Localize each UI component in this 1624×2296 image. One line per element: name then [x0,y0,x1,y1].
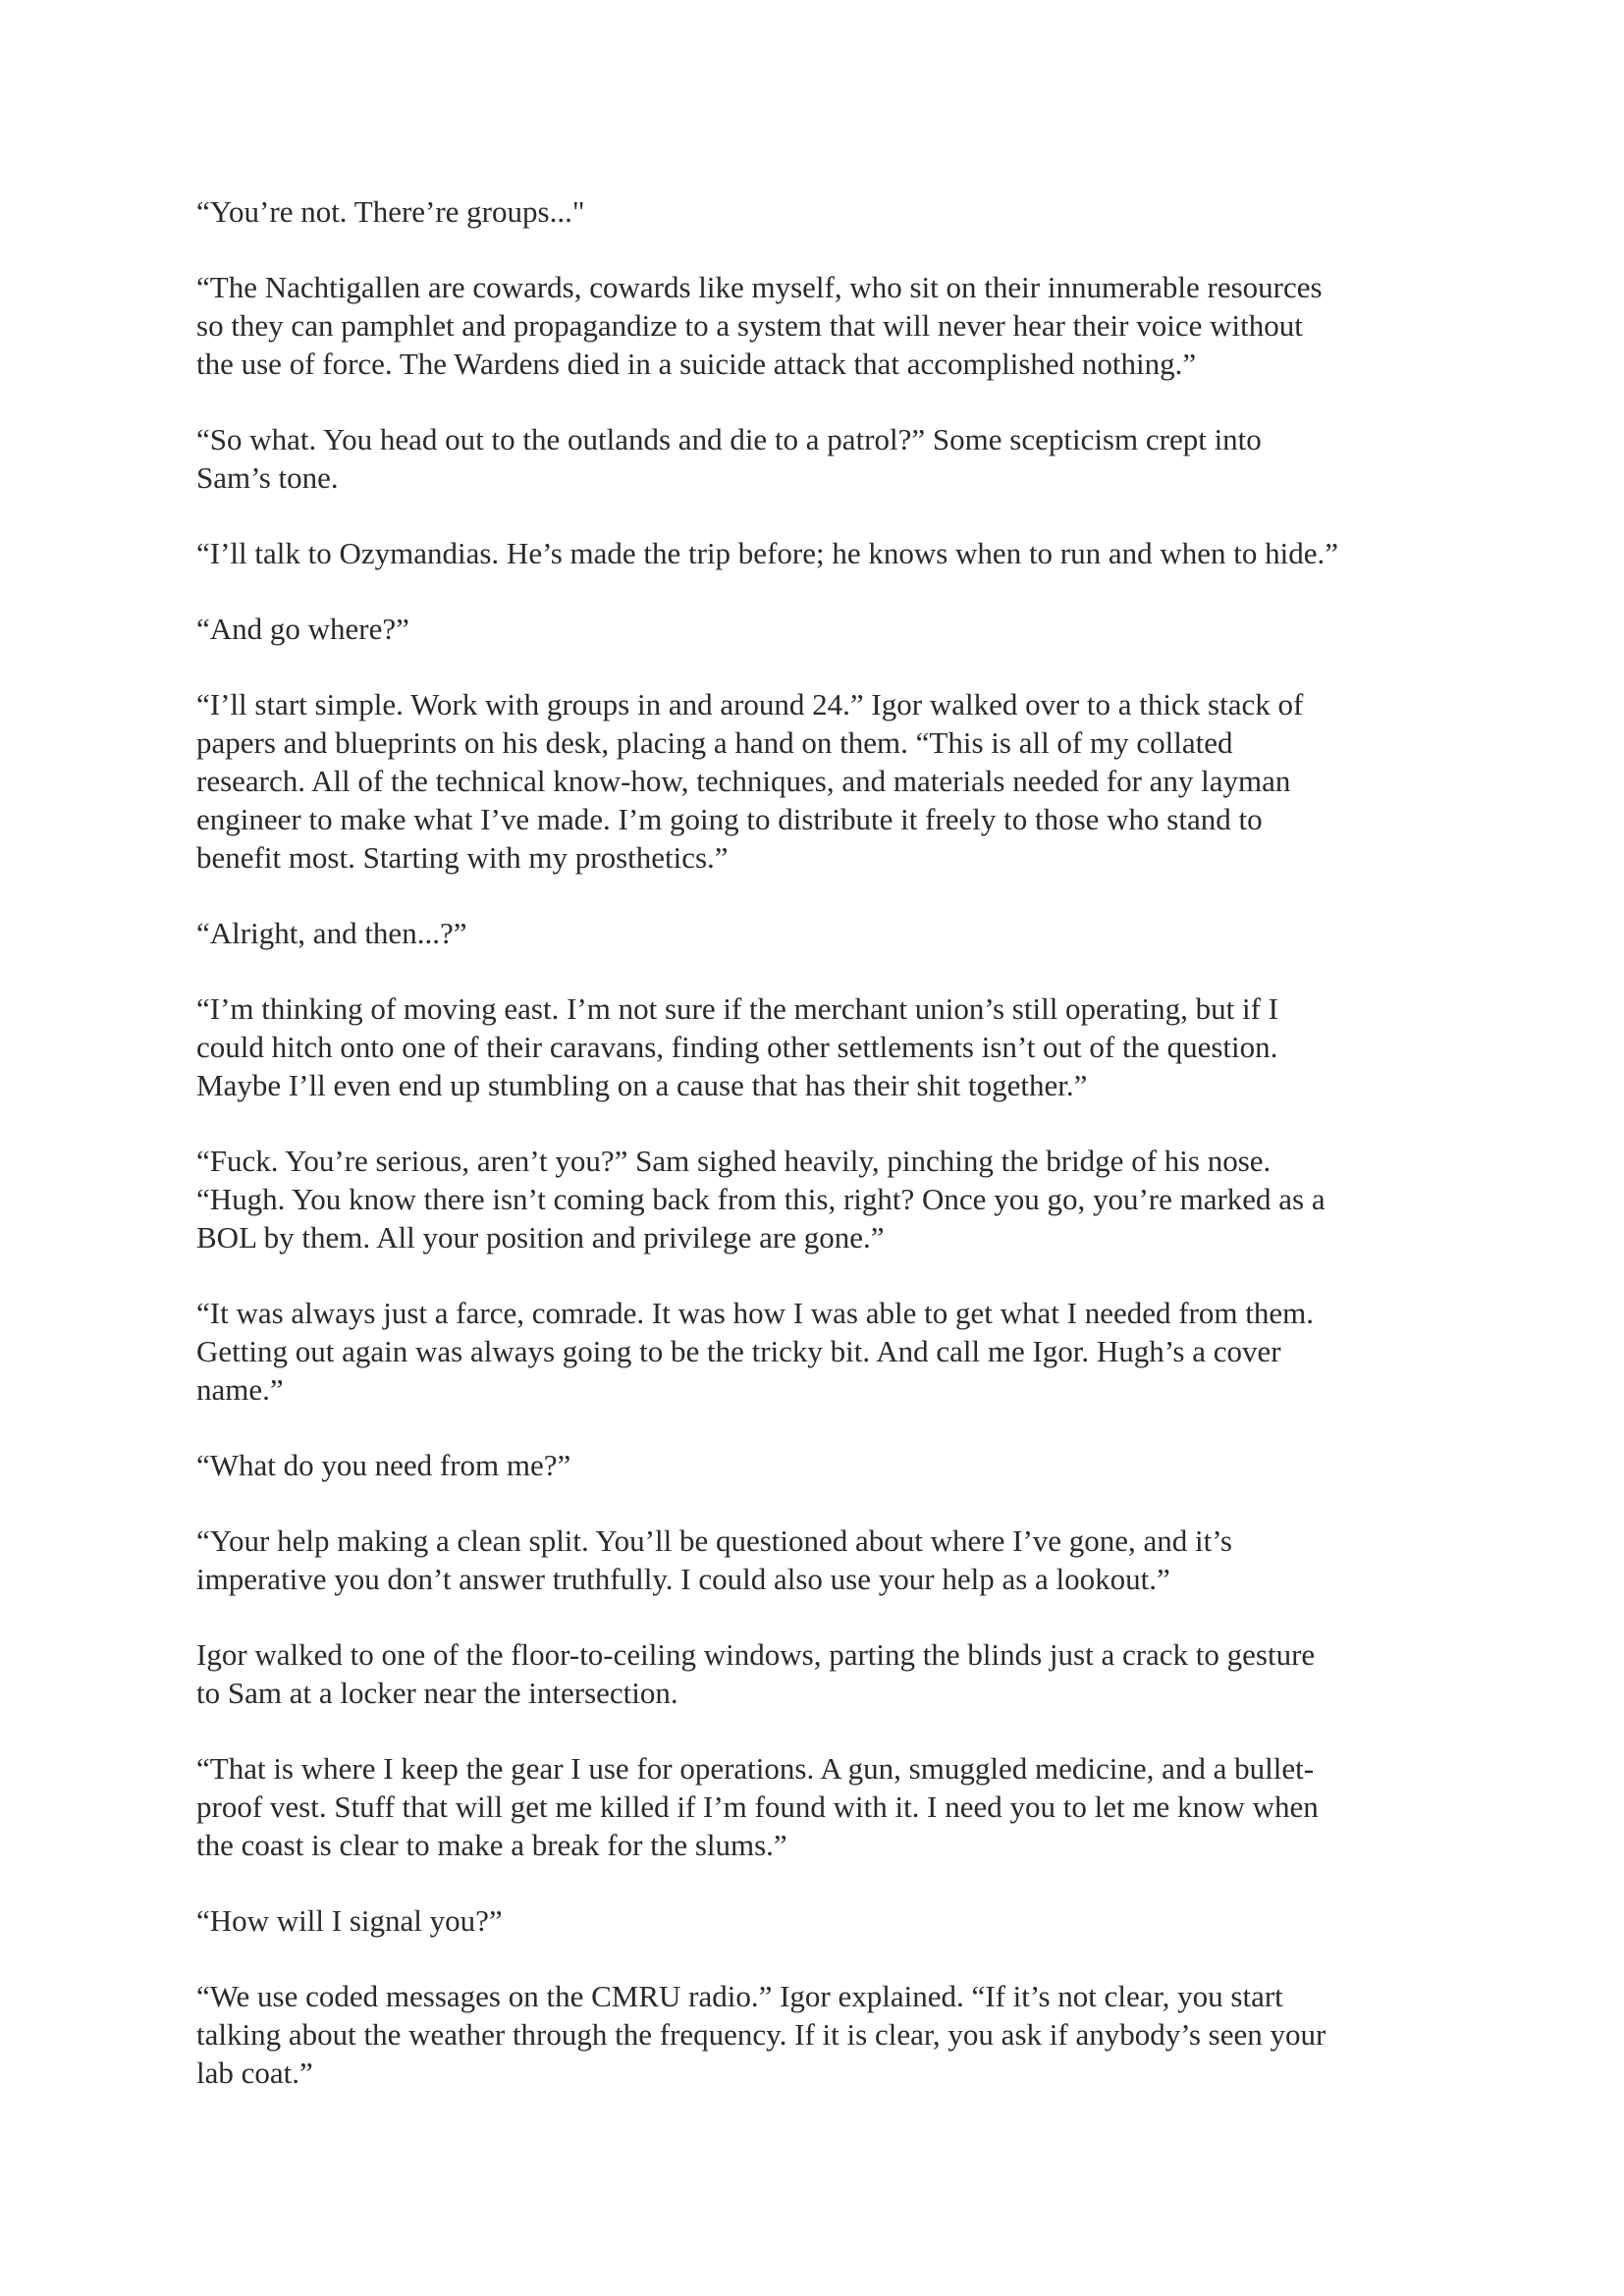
paragraph: “How will I signal you?” [196,1903,503,1938]
paragraph: “So what. You head out to the outlands and die to a patrol?” Some scepticism crept into Sam’s tone. [196,422,1262,495]
paragraph: “It was always just a farce, comrade. It was how I was able to get what I needed from them. Getting out again was always going to be the tricky bit. And call me Igor. Hugh’s a cover name.” [196,1296,1314,1407]
paragraph: “That is where I keep the gear I use for operations. A gun, smuggled medicine, and a bullet- proof vest. Stuff that will get me killed if I’m found with it. I need you to let me know when the coast is clear to make a break for the slums.” [196,1751,1319,1862]
body-text [196,192,1443,2129]
paragraph: “And go where?” [196,612,409,646]
paragraph: “We use coded messages on the CMRU radio.” Igor explained. “If it’s not clear, you start talking about the weather through the frequency. If it is clear, you ask if anybody’s seen your lab coat.” [196,1979,1326,2090]
paragraph: “The Nachtigallen are cowards, cowards like myself, who sit on their innumerable resources so they can pamphlet and propagandize to a system that will never hear their voice without the use of force. The Wardens died in a suicide attack that accomplished nothing.” [196,270,1323,381]
paragraph: Igor walked to one of the floor-to-ceiling windows, parting the blinds just a crack to gesture to Sam at a locker near the intersection. [196,1637,1316,1710]
paragraph: “What do you need from me?” [196,1448,571,1482]
paragraph: “You’re not. There’re groups..." [196,194,585,229]
paragraph: “Alright, and then...?” [196,916,467,950]
paragraph: “Fuck. You’re serious, aren’t you?” Sam sighed heavily, pinching the bridge of his nose. “Hugh. You know there isn’t coming back from this, right? Once you go, you’re marked as a BOL by them. All your position and privilege are gone.” [196,1144,1326,1255]
paragraph: “I’ll talk to Ozymandias. He’s made the trip before; he knows when to run and when to hide.” [196,536,1339,570]
paragraph: “I’ll start simple. Work with groups in and around 24.” Igor walked over to a thick stack of papers and blueprints on his desk, placing a hand on them. “This is all of my collated research. All of the technical know-how, techniques, and materials needed for any layman engineer to make what I’ve made. I’m going to distribute it freely to those who stand to benefit most. Starting with my prosthetics.” [196,687,1304,875]
paragraph: “I’m thinking of moving east. I’m not sure if the merchant union’s still operating, but if I could hitch onto one of their caravans, finding other settlements isn’t out of the question. Maybe I’ll even end up stumbling on a cause that has their shit together.” [196,991,1278,1102]
paragraph: “Your help making a clean split. You’ll be questioned about where I’ve gone, and it’s imperative you don’t answer truthfully. I could also use your help as a lookout.” [196,1523,1232,1596]
